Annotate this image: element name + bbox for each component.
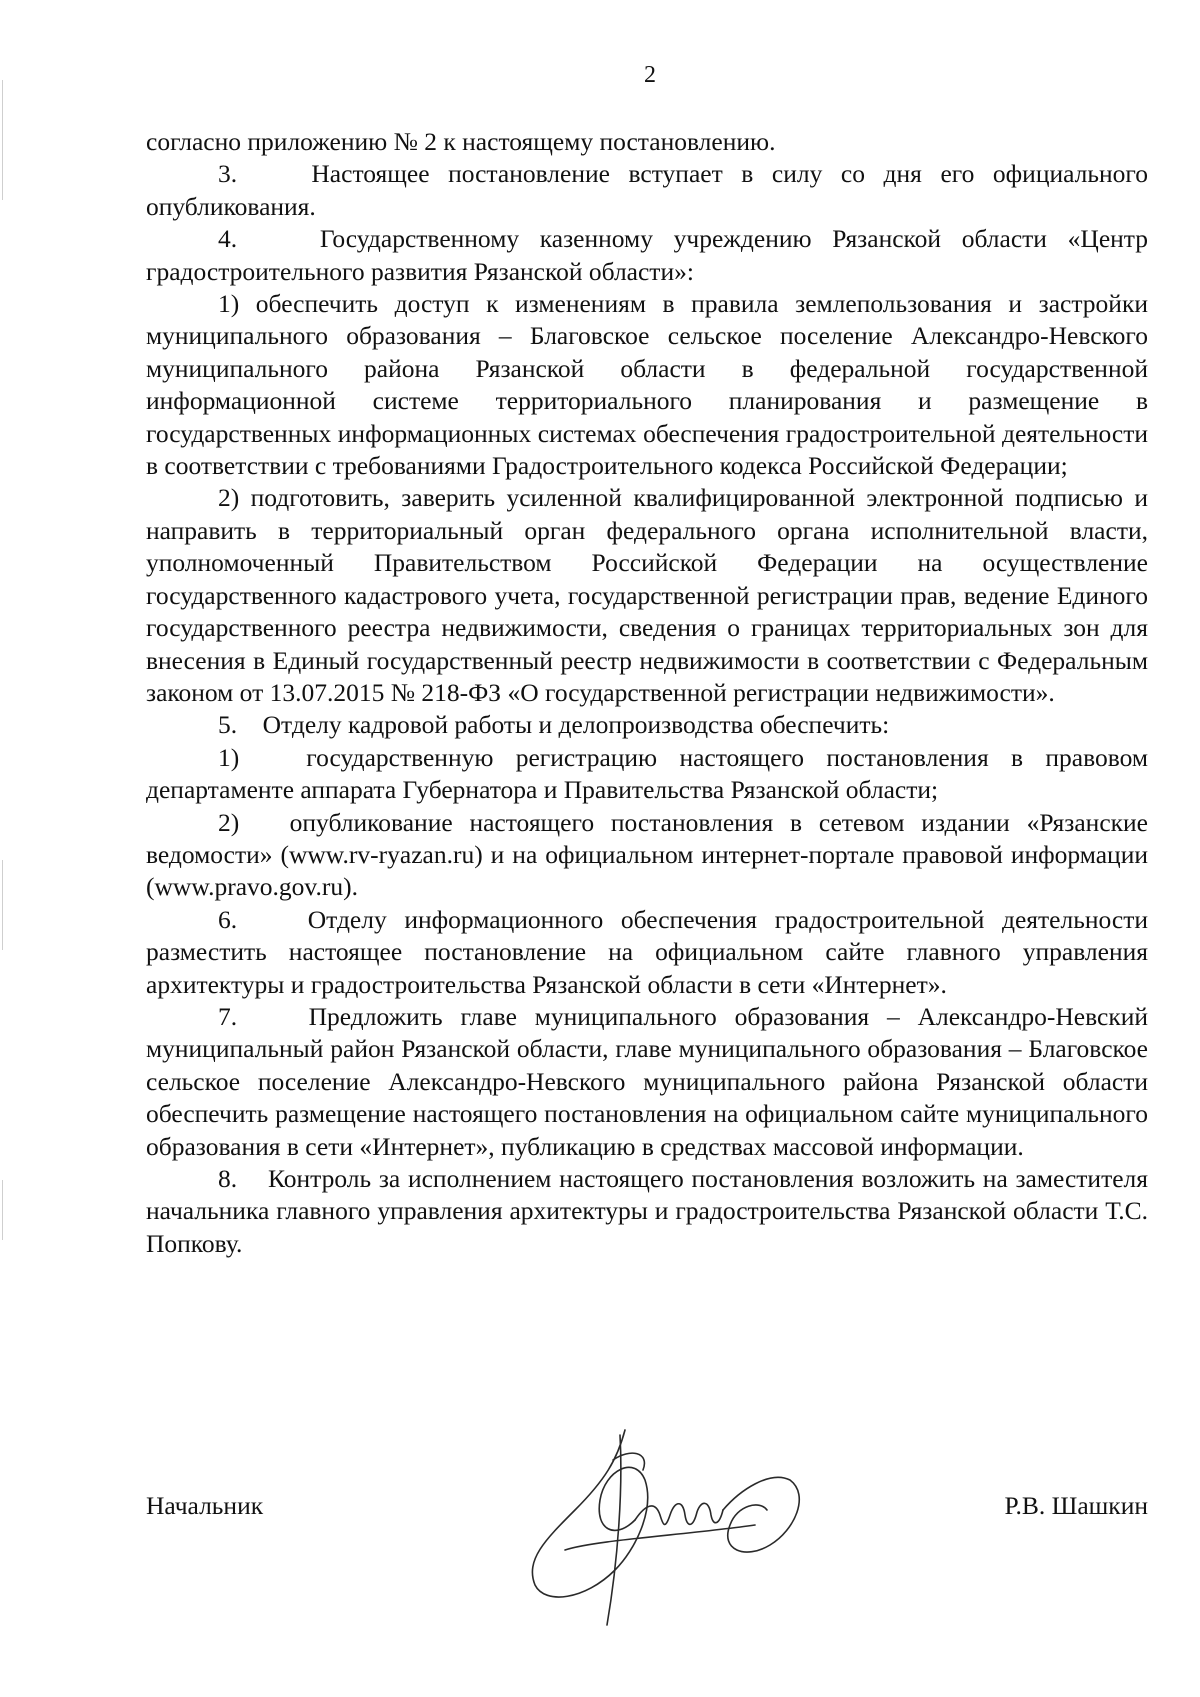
paragraph: 8. Контроль за исполнением настоящего постановления возложить на заместителя начальника главного управления архитектуры и градостроительства Рязанской области Т.С. Попкову. xyxy=(146,1164,1148,1258)
paragraph: 5. Отделу кадровой работы и делопроизводства обеспечить: xyxy=(218,710,890,740)
document-body xyxy=(146,126,1148,1260)
paragraph: 7. Предложить главе муниципального образования – Александро-Невский муниципальный район Рязанской области, главе муниципального образования – Благовское сельское поселение Александро-Невского муниципального района Рязанской области обеспечить размещение настоящего постановления на официальном сайте муниципального образования в сети «Интернет», публикацию в средствах массовой информации. xyxy=(146,1001,1148,1161)
paragraph: 3. Настоящее постановление вступает в силу со дня его официального опубликования. xyxy=(146,159,1148,221)
signatory-title: Начальник xyxy=(146,1491,264,1520)
paragraph: согласно приложению № 2 к настоящему постановлению. xyxy=(146,127,776,156)
signatory-name: Р.В. Шашкин xyxy=(1004,1491,1148,1520)
paragraph: 4. Государственному казенному учреждению Рязанской области «Центр градостроительного развития Рязанской области»: xyxy=(146,224,1148,286)
paragraph: 6. Отделу информационного обеспечения градостроительной деятельности разместить настоящее постановление на официальном сайте главного управления архитектуры и градостроительства Рязанской области в сети «Интернет». xyxy=(146,904,1148,999)
paragraph: 2) подготовить, заверить усиленной квалифицированной электронной подписью и направить в территориальный орган федерального органа исполнительной власти, уполномоченный Правительством Российской Федерации на осуществление государственного кадастрового учета, государственной регистрации прав, ведение Единого государственного реестра недвижимости, сведения о границах территориальных зон для внесения в Единый государственный реестр недвижимости в соответствии с Федеральным законом от 13.07.2015 № 218-ФЗ «О государственной регистрации недвижимости». xyxy=(146,483,1148,707)
scan-edge-mark xyxy=(2,80,3,200)
paragraph: 1) обеспечить доступ к изменениям в правила землепользования и застройки муниципального образования – Благовское сельское поселение Александро-Невского муниципального района Рязанской области в федеральной государственной информационной системе территориального планирования и размещение в государственных информационных системах обеспечения градостроительной деятельности в соответствии с требованиями Градостроительного кодекса Российской Федерации; xyxy=(146,289,1148,481)
paragraph: 2) опубликование настоящего постановления в сетевом издании «Рязанские ведомости» (www.rv-ryazan.ru) и на официальном интернет-портале правовой информации (www.pravo.gov.ru). xyxy=(146,807,1148,902)
scan-edge-mark xyxy=(2,1180,3,1240)
paragraph: 1) государственную регистрацию настоящего постановления в правовом департаменте аппарата Губернатора и Правительства Рязанской области; xyxy=(146,742,1148,805)
scan-edge-mark xyxy=(2,860,3,950)
signature-block xyxy=(146,1490,1148,1530)
page-number: 2 xyxy=(644,62,656,88)
